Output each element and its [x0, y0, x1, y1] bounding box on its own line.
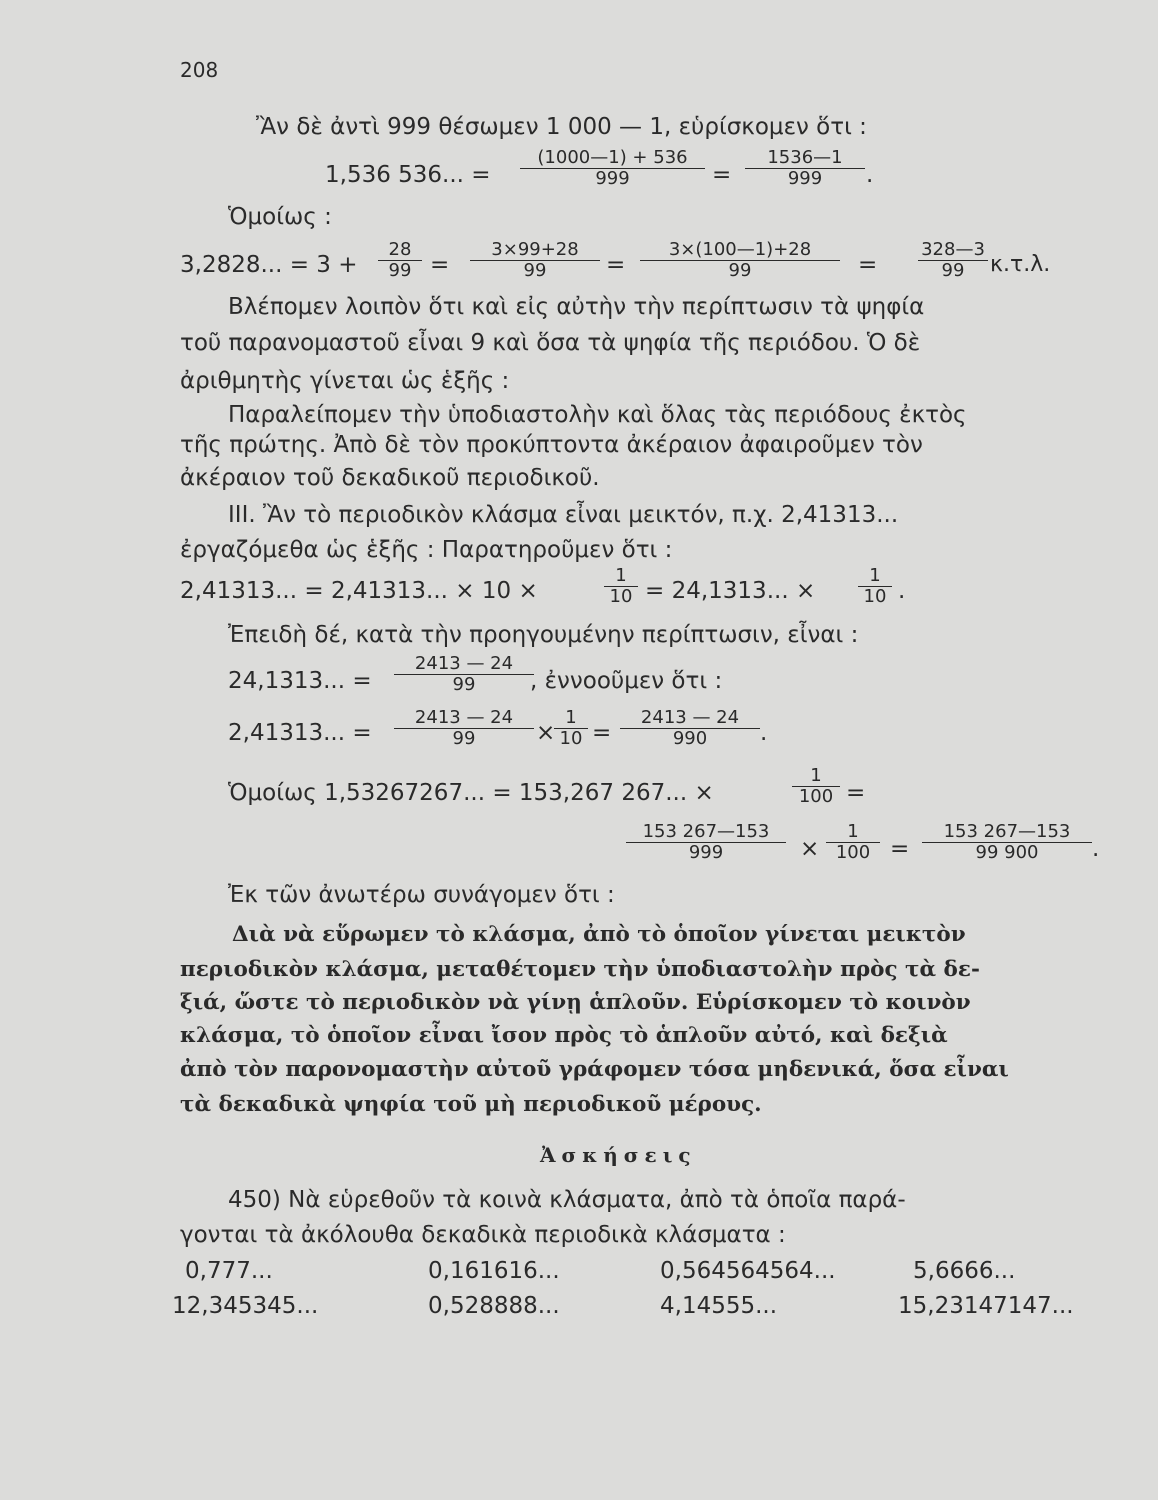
denominator: 999	[520, 168, 705, 189]
math-text: =	[430, 252, 450, 278]
numerator: 328—3	[921, 239, 985, 260]
fraction	[378, 240, 422, 281]
math-text: .	[760, 720, 768, 746]
numerator: 1	[847, 821, 859, 842]
math-text: 2,41313... = 2,41313... × 10 ×	[180, 578, 538, 604]
numerator: 1	[810, 765, 822, 786]
fraction	[520, 148, 705, 189]
numerator: 1	[615, 565, 627, 586]
math-text: =	[606, 252, 626, 278]
exercise-value: 4,14555...	[660, 1293, 778, 1319]
exercise-value: 0,564564564...	[660, 1258, 836, 1284]
rule-text: τὰ δεκαδικὰ ψηφία τοῦ μὴ περιοδικοῦ μέρους.	[180, 1092, 762, 1117]
numerator: 3×99+28	[491, 239, 579, 260]
denominator: 99	[918, 260, 988, 281]
text-line: γονται τὰ ἀκόλουθα δεκαδικὰ περιοδικὰ κλάσματα :	[180, 1222, 786, 1248]
numerator: (1000—1) + 536	[537, 147, 688, 168]
denominator: 99	[394, 674, 534, 695]
fraction	[604, 566, 638, 607]
denominator: 100	[792, 786, 840, 807]
exercise-value: 0,528888...	[428, 1293, 560, 1319]
fraction	[394, 708, 534, 749]
numerator: 1	[565, 707, 577, 728]
text-line: τοῦ παρανομαστοῦ εἶναι 9 καὶ ὅσα τὰ ψηφία τῆς περιόδου. Ὁ δὲ	[180, 330, 921, 356]
math-text: =	[846, 780, 866, 806]
denominator: 10	[554, 728, 588, 749]
rule-text: Διὰ νὰ εὕρωμεν τὸ κλάσμα, ἀπὸ τὸ ὁποῖον γίνεται μεικτὸν	[232, 922, 966, 947]
numerator: 3×(100—1)+28	[668, 239, 812, 260]
math-text: Ὁμοίως 1,53267267... = 153,267 267... ×	[228, 780, 714, 806]
denominator: 100	[826, 842, 880, 863]
math-text: ×	[536, 720, 556, 746]
text-line: Παραλείπομεν τὴν ὑποδιαστολὴν καὶ ὅλας τὰς περιόδους ἐκτὸς	[228, 402, 967, 428]
math-text: , ἐννοοῦμεν ὅτι :	[530, 668, 723, 694]
text-line: ἀριθμητὴς γίνεται ὡς ἑξῆς :	[180, 368, 510, 394]
text-line: ἐργαζόμεθα ὡς ἑξῆς : Παρατηροῦμεν ὅτι :	[180, 537, 673, 563]
fraction	[640, 240, 840, 281]
math-text: 1,536 536... =	[325, 162, 491, 188]
fraction	[922, 822, 1092, 863]
text-line: Ἐπειδὴ δέ, κατὰ τὴν προηγουμένην περίπτωσιν, εἶναι :	[228, 622, 859, 648]
rule-text: ἀπὸ τὸν παρονομαστὴν αὐτοῦ γράφομεν τόσα μηδενικά, ὅσα εἶναι	[180, 1057, 1009, 1082]
numerator: 2413 — 24	[414, 653, 514, 674]
fraction	[792, 766, 840, 807]
denominator: 99	[378, 260, 422, 281]
fraction	[858, 566, 892, 607]
numerator: 28	[388, 239, 412, 260]
fraction	[620, 708, 760, 749]
math-text: 24,1313... =	[228, 668, 372, 694]
numerator: 2413 — 24	[640, 707, 740, 728]
exercise-value: 0,161616...	[428, 1258, 560, 1284]
denominator: 990	[620, 728, 760, 749]
rule-text: περιοδικὸν κλάσμα, μεταθέτομεν τὴν ὑποδιαστολὴν πρὸς τὰ δε-	[180, 957, 980, 982]
denominator: 99	[640, 260, 840, 281]
page-number: 208	[180, 58, 219, 82]
math-text: =	[712, 162, 732, 188]
numerator: 153 267—153	[642, 821, 770, 842]
denominator: 10	[604, 586, 638, 607]
text-line: Ὁμοίως :	[228, 204, 332, 230]
math-text: .	[866, 162, 874, 188]
fraction	[626, 822, 786, 863]
text-line: ἀκέραιον τοῦ δεκαδικοῦ περιοδικοῦ.	[180, 465, 600, 491]
denominator: 99	[394, 728, 534, 749]
numerator: 1	[869, 565, 881, 586]
text-line: τῆς πρώτης. Ἀπὸ δὲ τὸν προκύπτοντα ἀκέραιον ἀφαιροῦμεν τὸν	[180, 432, 923, 458]
denominator: 999	[745, 168, 865, 189]
exercise-value: 12,345345...	[172, 1293, 319, 1319]
fraction	[918, 240, 988, 281]
exercise-value: 0,777...	[185, 1258, 273, 1284]
text-line: Ἐκ τῶν ἀνωτέρω συνάγομεν ὅτι :	[228, 882, 615, 908]
math-text: 3,2828... = 3 +	[180, 252, 358, 278]
text-line: III. Ἂν τὸ περιοδικὸν κλάσμα εἶναι μεικτόν, π.χ. 2,41313...	[228, 502, 899, 528]
text-line: Βλέπομεν λοιπὸν ὅτι καὶ εἰς αὐτὴν τὴν περίπτωσιν τὰ ψηφία	[228, 294, 925, 320]
exercise-value: 15,23147147...	[898, 1293, 1074, 1319]
fraction	[554, 708, 588, 749]
math-text: .	[1092, 836, 1100, 862]
denominator: 99	[470, 260, 600, 281]
fraction	[745, 148, 865, 189]
rule-text: ξιά, ὥστε τὸ περιοδικὸν νὰ γίνῃ ἁπλοῦν. Εὑρίσκομεν τὸ κοινὸν	[180, 990, 971, 1015]
numerator: 153 267—153	[943, 821, 1071, 842]
numerator: 1536—1	[767, 147, 843, 168]
fraction	[470, 240, 600, 281]
text-line: 450) Νὰ εὑρεθοῦν τὰ κοινὰ κλάσματα, ἀπὸ τὰ ὁποῖα παρά-	[228, 1187, 906, 1213]
fraction	[826, 822, 880, 863]
math-text: =	[858, 252, 878, 278]
text-line: Ἂν δὲ ἀντὶ 999 θέσωμεν 1 000 — 1, εὑρίσκομεν ὅτι :	[256, 114, 867, 140]
math-text: = 24,1313... ×	[645, 578, 816, 604]
math-text: ×	[800, 836, 820, 862]
fraction	[394, 654, 534, 695]
denominator: 999	[626, 842, 786, 863]
math-text: =	[592, 720, 612, 746]
math-text: .	[898, 578, 906, 604]
exercise-value: 5,6666...	[913, 1258, 1016, 1284]
denominator: 99 900	[922, 842, 1092, 863]
math-text: 2,41313... =	[228, 720, 372, 746]
denominator: 10	[858, 586, 892, 607]
math-text: κ.τ.λ.	[990, 252, 1051, 277]
rule-text: κλάσμα, τὸ ὁποῖον εἶναι ἴσον πρὸς τὸ ἁπλοῦν αὐτό, καὶ δεξιὰ	[180, 1023, 948, 1048]
exercises-heading: Ἀσκήσεις	[540, 1143, 697, 1167]
numerator: 2413 — 24	[414, 707, 514, 728]
math-text: =	[890, 836, 910, 862]
